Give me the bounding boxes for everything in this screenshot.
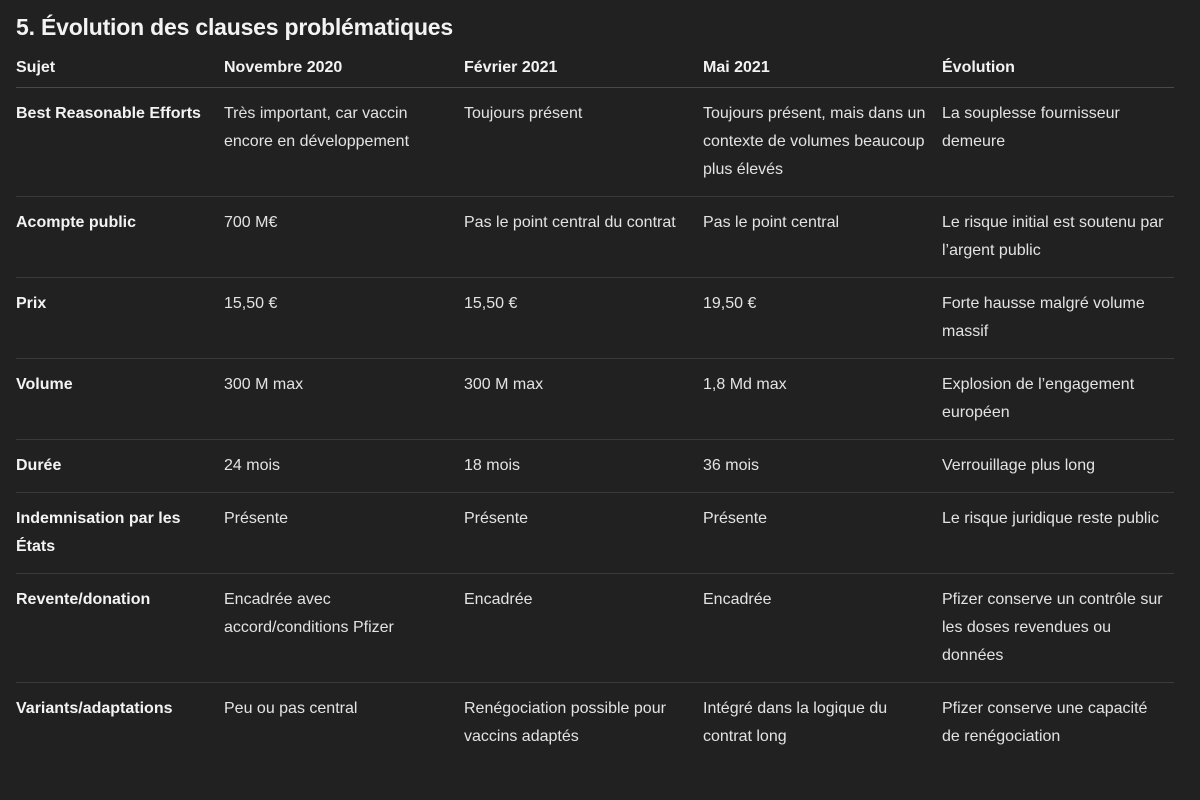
table-row — [16, 440, 1174, 493]
cell-evolution: Forte hausse malgré volume massif — [942, 278, 1174, 359]
table-row — [16, 683, 1174, 764]
cell-evolution: La souplesse fournisseur demeure — [942, 88, 1174, 197]
cell-feb-2021: Renégociation possible pour vaccins adaptés — [464, 700, 666, 745]
column-header-evolution: Évolution — [942, 55, 1174, 88]
cell-subject: Volume — [16, 359, 224, 440]
cell-evolution: Le risque juridique reste public — [942, 493, 1174, 574]
cell-may-2021: Pas le point central — [703, 197, 942, 278]
cell-subject: Revente/donation — [16, 574, 224, 683]
cell-nov-2020: Encadrée avec accord/conditions Pfizer — [224, 574, 464, 683]
table-row — [16, 493, 1174, 574]
cell-feb-2021: Pas le point central du contrat — [464, 197, 703, 278]
cell-subject: Durée — [16, 440, 224, 493]
cell-nov-2020: Peu ou pas central — [224, 700, 358, 717]
cell-nov-2020: 24 mois — [224, 440, 464, 493]
cell-evolution: Pfizer conserve un contrôle sur les doses revendues ou données — [942, 574, 1174, 683]
cell-evolution: Verrouillage plus long — [942, 440, 1174, 493]
column-header-subject: Sujet — [16, 55, 224, 88]
cell-subject: Variants/adaptations — [16, 700, 173, 717]
cell-feb-2021: 15,50 € — [464, 278, 703, 359]
column-header-nov-2020: Novembre 2020 — [224, 55, 464, 88]
cell-may-2021: Encadrée — [703, 574, 942, 683]
cell-may-2021: 1,8 Md max — [703, 359, 942, 440]
cell-evolution: Explosion de l’engagement européen — [942, 359, 1174, 440]
cell-may-2021: 36 mois — [703, 440, 942, 493]
table-row — [16, 197, 1174, 278]
cell-may-2021: Présente — [703, 493, 942, 574]
cell-feb-2021: Toujours présent — [464, 88, 703, 197]
cell-may-2021: 19,50 € — [703, 278, 942, 359]
cell-nov-2020: 700 M€ — [224, 197, 464, 278]
clauses-table — [16, 55, 1174, 763]
cell-subject: Best Reasonable Efforts — [16, 88, 224, 197]
cell-may-2021: Intégré dans la logique du contrat long — [703, 700, 888, 745]
cell-evolution: Pfizer conserve une capacité de renégociation — [942, 700, 1148, 745]
column-header-feb-2021: Février 2021 — [464, 55, 703, 88]
table-row — [16, 88, 1174, 197]
cell-subject: Indemnisation par les États — [16, 493, 224, 574]
cell-feb-2021: Présente — [464, 493, 703, 574]
cell-nov-2020: Très important, car vaccin encore en développement — [224, 88, 464, 197]
table-row — [16, 359, 1174, 440]
table-row — [16, 278, 1174, 359]
table-header-row — [16, 55, 1174, 88]
cell-evolution: Le risque initial est soutenu par l’argent public — [942, 197, 1174, 278]
cell-may-2021: Toujours présent, mais dans un contexte de volumes beaucoup plus élevés — [703, 88, 942, 197]
cell-feb-2021: 18 mois — [464, 440, 703, 493]
cell-nov-2020: 300 M max — [224, 359, 464, 440]
cell-nov-2020: 15,50 € — [224, 278, 464, 359]
cell-nov-2020: Présente — [224, 493, 464, 574]
cell-subject: Prix — [16, 278, 224, 359]
cell-feb-2021: Encadrée — [464, 574, 703, 683]
cell-subject: Acompte public — [16, 197, 224, 278]
column-header-may-2021: Mai 2021 — [703, 55, 942, 88]
table-row — [16, 574, 1174, 683]
section-title: 5. Évolution des clauses problématiques — [16, 14, 453, 40]
cell-feb-2021: 300 M max — [464, 359, 703, 440]
